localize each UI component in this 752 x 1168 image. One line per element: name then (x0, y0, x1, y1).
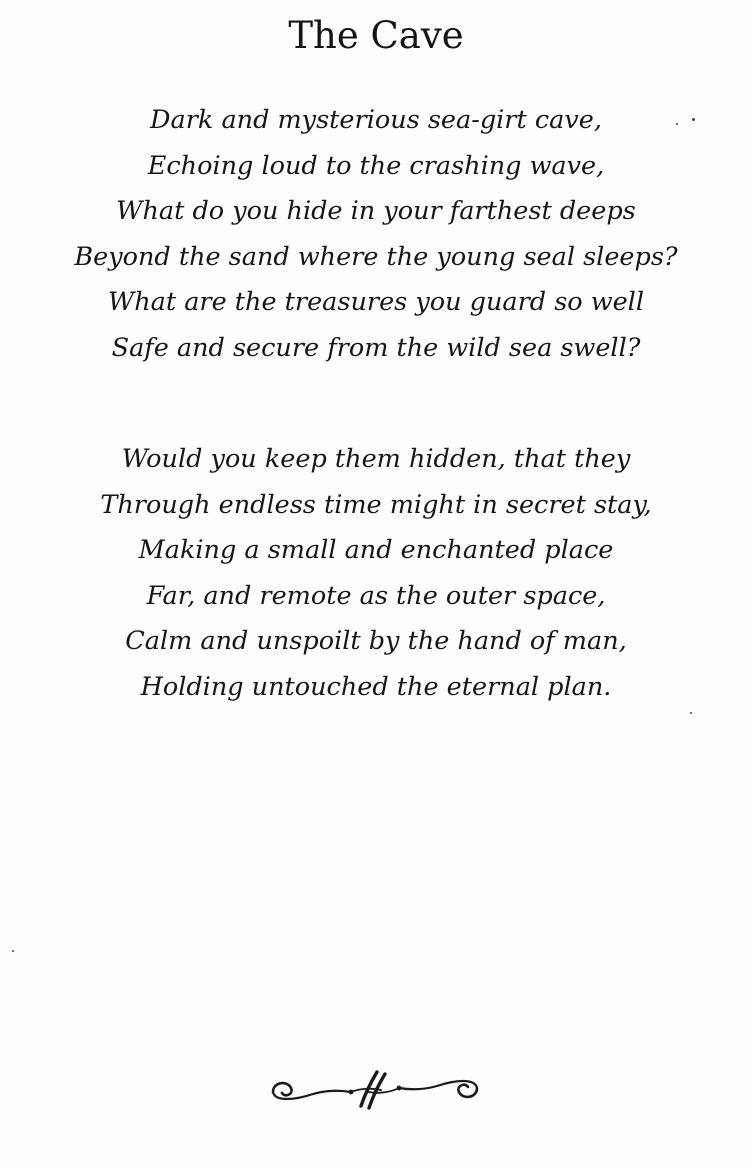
flourish-ornament-icon (265, 1066, 485, 1114)
poem-line: What do you hide in your farthest deeps (116, 196, 636, 226)
poem-line: Through endless time might in secret stay, (100, 489, 652, 520)
poem-line: Holding untouched the eternal plan. (140, 671, 612, 702)
stanza-1 (40, 98, 712, 371)
scan-speck (690, 712, 692, 714)
scan-speck (676, 123, 678, 125)
poem-line: Dark and mysterious sea-girt cave, (150, 105, 602, 135)
poem-line: Safe and secure from the wild sea swell? (111, 332, 641, 363)
poem-line: Would you keep them hidden, that they (121, 444, 631, 474)
poem-line: Echoing loud to the crashing wave, (147, 150, 605, 181)
poem-line: Calm and unspoilt by the hand of man, (125, 626, 627, 656)
poem-line: Beyond the sand where the young seal sleeps? (74, 241, 678, 272)
stanza-2 (40, 437, 712, 710)
poem-line: Making a small and enchanted place (138, 535, 614, 565)
poem-title: The Cave (288, 14, 464, 57)
scan-speck (692, 118, 695, 121)
poem-line: Far, and remote as the outer space, (146, 580, 606, 611)
scan-speck (12, 950, 14, 952)
poem-line: What are the treasures you guard so well (108, 287, 644, 317)
